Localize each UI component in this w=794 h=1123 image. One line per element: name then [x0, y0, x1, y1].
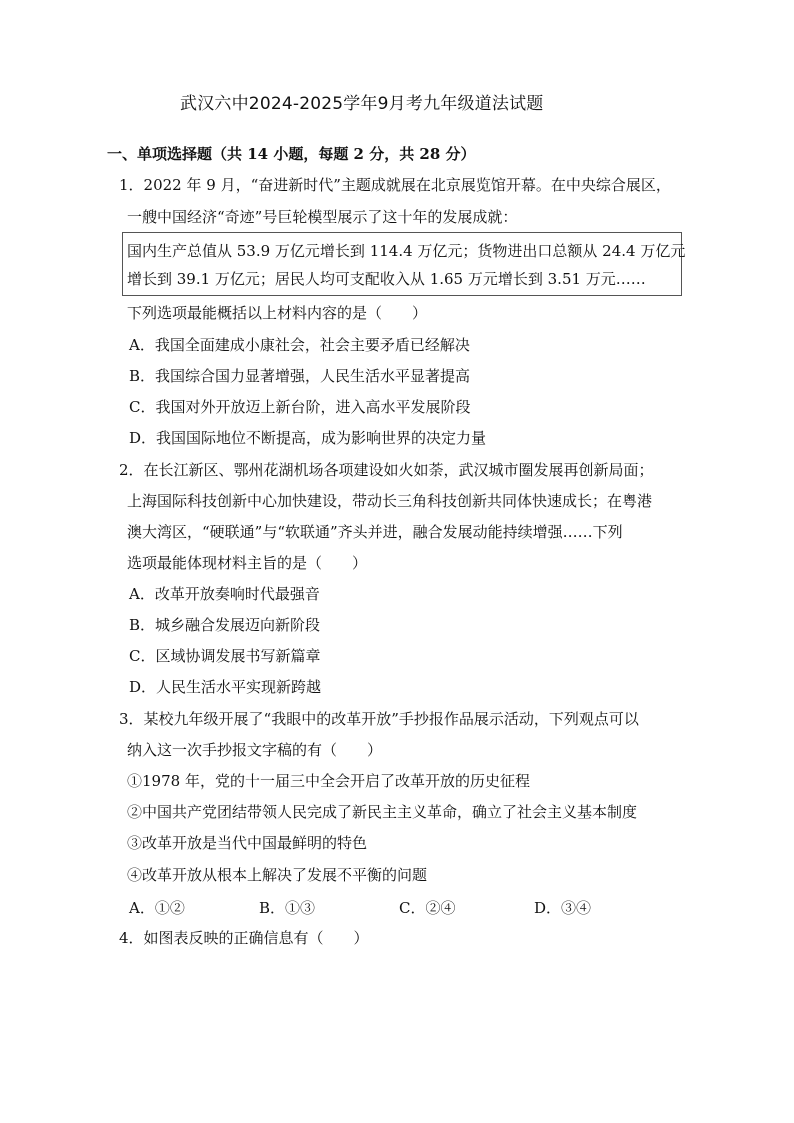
material-box-line-1: 国内生产总值从 53.9 万亿元增长到 114.4 万亿元；货物进出口总额从 24.4 万亿元: [127, 242, 686, 260]
question-3-line-2: 纳入这一次手抄报文字稿的有（ ）: [127, 741, 383, 759]
question-3-option-a: A．①②: [129, 899, 185, 917]
question-2-option-d: D．人民生活水平实现新跨越: [129, 678, 322, 696]
question-2-line-2: 上海国际科技创新中心加快建设，带动长三角科技创新共同体快速成长；在粤港: [127, 492, 653, 510]
question-3-options: [129, 897, 609, 917]
question-1-stem: 下列选项最能概括以上材料内容的是（ ）: [127, 304, 428, 322]
question-2-option-b: B．城乡融合发展迈向新阶段: [129, 616, 321, 634]
question-2-line-3: 澳大湾区，“硬联通”与“软联通”齐头并进，融合发展动能持续增强……下列: [127, 523, 623, 541]
question-4-line-1: 4．如图表反映的正确信息有（ ）: [119, 929, 369, 947]
question-3-statement-3: ③改革开放是当代中国最鲜明的特色: [127, 834, 368, 852]
question-3-line-1: 3．某校九年级开展了“我眼中的改革开放”手抄报作品展示活动，下列观点可以: [119, 710, 639, 728]
material-box: [122, 232, 686, 296]
question-3-statement-2: ②中国共产党团结带领人民完成了新民主主义革命，确立了社会主义基本制度: [127, 803, 638, 821]
material-box-line-2: 增长到 39.1 万亿元；居民人均可支配收入从 1.65 万元增长到 3.51 万元……: [127, 270, 646, 288]
question-3-option-c: C．②④: [399, 899, 456, 917]
question-1-line-2: 一艘中国经济“奇迹”号巨轮模型展示了这十年的发展成就：: [127, 208, 518, 226]
question-1-option-c: C．我国对外开放迈上新台阶，进入高水平发展阶段: [129, 398, 471, 416]
page-title: 武汉六中2024-2025学年9月考九年级道法试题: [180, 94, 544, 114]
question-1-option-a: A．我国全面建成小康社会，社会主要矛盾已经解决: [129, 336, 470, 354]
question-1-option-d: D．我国国际地位不断提高，成为影响世界的决定力量: [129, 429, 487, 447]
question-2-option-a: A．改革开放奏响时代最强音: [129, 585, 320, 603]
question-1-line-1: 1．2022 年 9 月，“奋进新时代”主题成就展在北京展览馆开幕。在中央综合展区，: [119, 176, 671, 194]
question-3-statement-1: ①1978 年，党的十一届三中全会开启了改革开放的历史征程: [127, 772, 530, 790]
question-3-option-d: D．③④: [534, 899, 592, 917]
question-3-option-b: B．①③: [259, 899, 316, 917]
question-2-line-1: 2．在长江新区、鄂州花湖机场各项建设如火如荼，武汉城市圈发展再创新局面；: [119, 461, 654, 479]
question-2-option-c: C．区域协调发展书写新篇章: [129, 647, 321, 665]
question-3-statement-4: ④改革开放从根本上解决了发展不平衡的问题: [127, 866, 428, 884]
question-1-option-b: B．我国综合国力显著增强，人民生活水平显著提高: [129, 367, 471, 385]
question-2-line-4: 选项最能体现材料主旨的是（ ）: [127, 554, 368, 572]
section-heading: 一、单项选择题（共 14 小题，每题 2 分，共 28 分）: [107, 145, 476, 163]
